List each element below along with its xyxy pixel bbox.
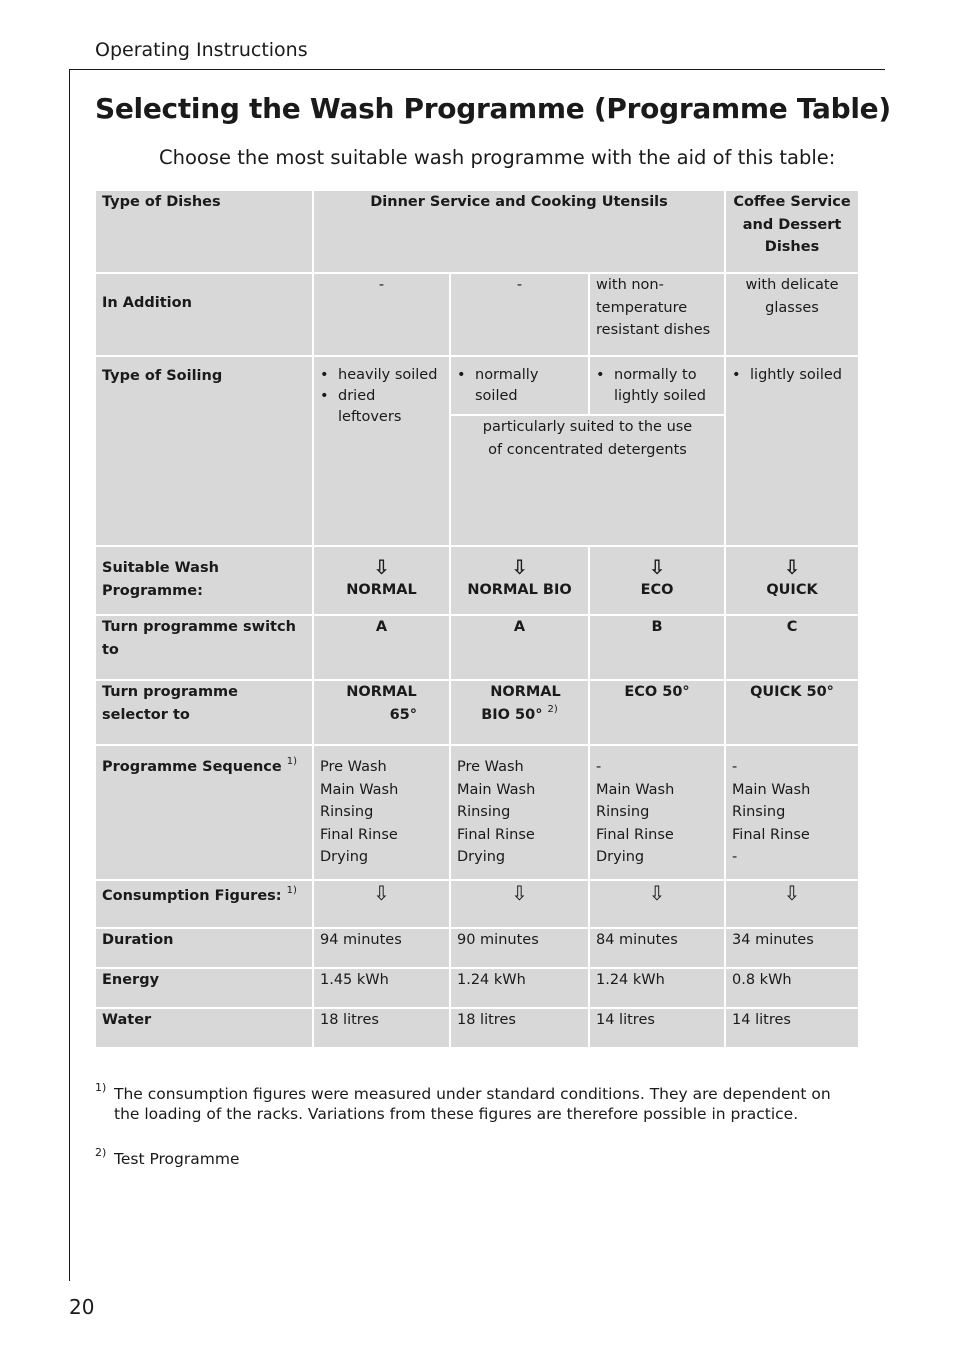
switch-eco: B (590, 616, 724, 679)
sequence-eco (590, 746, 724, 879)
sequence-label-text: Programme Sequence (102, 759, 282, 775)
down-arrow-icon: ⇩ (511, 881, 528, 905)
row-energy (96, 969, 858, 1007)
row-type-of-soiling (96, 357, 858, 414)
footnote-ref: 1) (286, 756, 298, 767)
margin-rule (69, 69, 70, 1281)
row-programme-switch (96, 616, 858, 679)
down-arrow-icon: ⇩ (511, 555, 528, 579)
programme-name: NORMAL (346, 582, 417, 598)
soiling-item: • normally to lightly soiled (596, 365, 718, 407)
energy-normal-bio: 1.24 kWh (451, 969, 588, 1007)
label-in-addition: In Addition (96, 274, 312, 355)
row-wash-programme (96, 547, 858, 614)
selector-line: 65° (389, 706, 417, 723)
sequence-step: Pre Wash (320, 759, 387, 775)
header-rule (69, 69, 885, 70)
sequence-step: Final Rinse (320, 826, 398, 843)
coffee-service-header: Coffee Service and Dessert Dishes (726, 191, 858, 272)
programme-normal-bio (451, 547, 588, 614)
soiling-item: • lightly soiled (732, 365, 852, 386)
row-consumption (96, 881, 858, 927)
selector-normal (314, 681, 449, 744)
programme-name: QUICK (766, 582, 818, 598)
footnote-2 (95, 1146, 834, 1169)
consumption-normal (314, 881, 449, 927)
sequence-normal-bio (451, 746, 588, 879)
soiling-item: • dried leftovers (320, 386, 443, 428)
soiling-item: • normally soiled (457, 365, 582, 407)
label-programme-selector: Turn programme selector to (96, 681, 312, 744)
soiling-eco-list (596, 365, 718, 407)
water-eco: 14 litres (590, 1009, 724, 1047)
soiling-eco (590, 357, 724, 414)
label-programme-sequence (96, 746, 312, 879)
intro-text: Choose the most suitable wash programme with the aid of this table: (159, 146, 836, 169)
page-title: Selecting the Wash Programme (Programme Table) (95, 92, 891, 125)
label-water: Water (96, 1009, 312, 1047)
programme-eco (590, 547, 724, 614)
sequence-step: - (732, 849, 738, 865)
energy-eco: 1.24 kWh (590, 969, 724, 1007)
down-arrow-icon: ⇩ (648, 881, 666, 905)
sequence-step: Final Rinse (732, 826, 810, 843)
water-normal: 18 litres (314, 1009, 449, 1047)
page-number: 20 (69, 1295, 95, 1319)
in-addition-normal-bio: - (451, 274, 588, 355)
duration-normal: 94 minutes (314, 929, 449, 967)
duration-eco: 84 minutes (590, 929, 724, 967)
selector-quick: QUICK 50° (726, 681, 858, 744)
sequence-quick (726, 746, 858, 879)
sequence-step: - (732, 759, 738, 775)
down-arrow-icon: ⇩ (373, 881, 390, 905)
switch-quick: C (726, 616, 858, 679)
sequence-step: Rinsing (320, 804, 374, 820)
programme-name: NORMAL BIO (467, 582, 572, 598)
down-arrow-icon: ⇩ (783, 881, 801, 905)
label-consumption (96, 881, 312, 927)
footnote-mark: 2) (95, 1146, 107, 1159)
footnote-text: The consumption figures were measured under standard conditions. They are dependent on the loading of the racks. Variations from these figures are therefore possible in practice. (114, 1085, 831, 1123)
sequence-step: Rinsing (596, 804, 650, 820)
duration-quick: 34 minutes (726, 929, 858, 967)
label-type-of-dishes: Type of Dishes (96, 191, 312, 272)
sequence-step: Drying (596, 849, 645, 865)
energy-normal: 1.45 kWh (314, 969, 449, 1007)
soiling-normal-bio (451, 357, 588, 414)
label-type-of-soiling: Type of Soiling (96, 357, 312, 545)
soiling-quick-list (732, 365, 852, 386)
selector-eco: ECO 50° (590, 681, 724, 744)
dinner-service-header: Dinner Service and Cooking Utensils (314, 191, 724, 272)
selector-line: NORMAL (346, 684, 417, 700)
sequence-step: Drying (457, 849, 506, 865)
footnote-ref: 1) (286, 885, 297, 896)
sequence-step: Final Rinse (457, 826, 535, 843)
down-arrow-icon: ⇩ (373, 555, 390, 579)
selector-line: BIO 50° (481, 706, 543, 723)
programme-quick (726, 547, 858, 614)
programme-normal (314, 547, 449, 614)
footnote-text: Test Programme (114, 1150, 240, 1168)
sequence-step: Pre Wash (457, 759, 524, 775)
label-programme-switch: Turn programme switch to (96, 616, 312, 679)
programme-name: ECO (640, 582, 674, 598)
down-arrow-icon: ⇩ (648, 555, 666, 579)
running-header: Operating Instructions (95, 39, 308, 61)
switch-normal: A (314, 616, 449, 679)
consumption-normal-bio (451, 881, 588, 927)
sequence-step: - (596, 759, 602, 775)
duration-normal-bio: 90 minutes (451, 929, 588, 967)
label-wash-programme: Suitable Wash Programme: (96, 547, 312, 614)
label-energy: Energy (96, 969, 312, 1007)
soiling-normal (314, 357, 449, 545)
consumption-quick (726, 881, 858, 927)
water-normal-bio: 18 litres (451, 1009, 588, 1047)
soiling-normal-bio-list (457, 365, 582, 407)
soiling-item: • heavily soiled (320, 365, 443, 386)
soiling-normal-list (320, 365, 443, 428)
in-addition-quick: with delicate glasses (726, 274, 858, 355)
row-water (96, 1009, 858, 1047)
sequence-step: Main Wash (457, 781, 536, 798)
down-arrow-icon: ⇩ (783, 555, 801, 579)
concentrated-detergent-note: particularly suited to the use of concentrated detergents (451, 416, 724, 545)
footnote-ref: 2) (547, 703, 558, 715)
sequence-step: Main Wash (596, 781, 675, 798)
sequence-normal (314, 746, 449, 879)
footnote-1 (95, 1081, 834, 1124)
sequence-step: Main Wash (320, 781, 399, 798)
consumption-label-text: Consumption Figures: (102, 888, 282, 904)
programme-table (94, 189, 860, 1049)
in-addition-normal: - (314, 274, 449, 355)
sequence-step: Main Wash (732, 781, 811, 798)
switch-normal-bio: A (451, 616, 588, 679)
sequence-step: Drying (320, 849, 369, 865)
sequence-step: Rinsing (457, 804, 511, 820)
soiling-quick (726, 357, 858, 545)
row-in-addition (96, 274, 858, 355)
energy-quick: 0.8 kWh (726, 969, 858, 1007)
selector-line: NORMAL (490, 684, 561, 700)
consumption-eco (590, 881, 724, 927)
label-duration: Duration (96, 929, 312, 967)
row-duration (96, 929, 858, 967)
row-programme-sequence (96, 746, 858, 879)
row-type-of-dishes (96, 191, 858, 272)
in-addition-eco: with non-temperature resistant dishes (590, 274, 724, 355)
footnote-mark: 1) (95, 1081, 107, 1094)
water-quick: 14 litres (726, 1009, 858, 1047)
row-programme-selector (96, 681, 858, 744)
selector-normal-bio (451, 681, 588, 744)
sequence-step: Rinsing (732, 804, 786, 820)
sequence-step: Final Rinse (596, 826, 674, 843)
